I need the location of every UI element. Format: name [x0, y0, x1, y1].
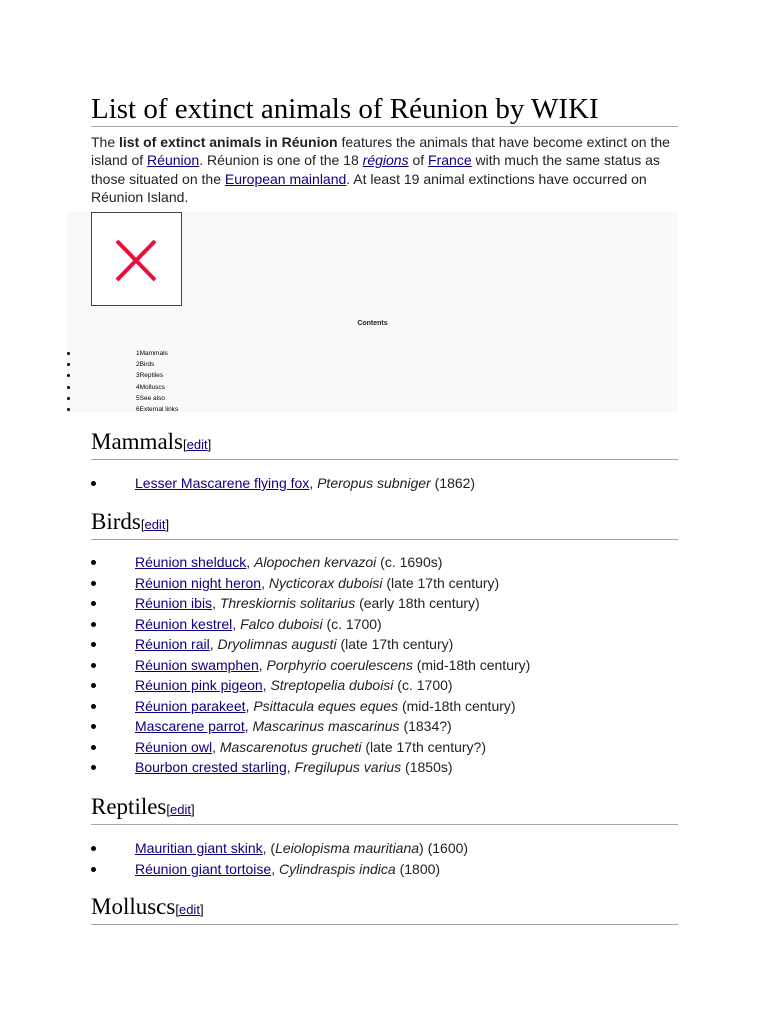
extinction-date: (late 17th century?)	[361, 738, 486, 755]
intro-text: The	[91, 134, 120, 150]
list-item: Réunion giant tortoise, Cylindraspis indica (1800)	[91, 859, 678, 880]
list-item: Réunion parakeet, Psittacula eques eques (mid-18th century)	[91, 696, 678, 717]
intro-text: . At least 19 animal extinctions have occurred on Réunion Island.	[91, 170, 647, 205]
extinction-date: (c. 1690s)	[376, 554, 443, 570]
bullet-icon	[91, 745, 96, 750]
species-link[interactable]: Réunion parakeet	[135, 697, 246, 714]
bullet-icon	[91, 560, 96, 565]
extinction-date: (late 17th century)	[336, 636, 454, 652]
toc-item-label: 6External links	[136, 405, 179, 413]
link-regions[interactable]: régions	[362, 152, 409, 169]
list-item: Bourbon crested starling, Fregilupus varius (1850s)	[91, 757, 678, 778]
species-link[interactable]: Mascarene parrot	[135, 718, 245, 734]
scientific-name: Cylindraspis indica	[278, 860, 396, 877]
section-heading-molluscs	[91, 893, 678, 925]
toc-item-label: 5See also	[136, 394, 165, 402]
species-link[interactable]: Réunion ibis	[135, 595, 213, 611]
intro-bold: list of extinct animals in Réunion	[119, 134, 338, 150]
toc-item-label: 2Birds	[136, 361, 155, 369]
section-heading-birds	[91, 508, 678, 540]
scientific-name: Mascarinus mascarinus	[252, 718, 400, 734]
extinction-date: (mid-18th century)	[412, 656, 531, 673]
bullet-icon	[67, 363, 70, 366]
species-link[interactable]: Bourbon crested starling	[135, 759, 287, 775]
section-heading-reptiles	[91, 793, 678, 825]
edit-link[interactable]: edit	[186, 437, 208, 452]
edit-link[interactable]: edit	[144, 517, 166, 532]
edit-link[interactable]: edit	[170, 802, 191, 817]
scientific-name: Mascarenotus grucheti	[219, 738, 362, 755]
list-item: Réunion night heron, Nycticorax duboisi (late 17th century)	[91, 573, 678, 594]
scientific-name: Nycticorax duboisi	[268, 574, 383, 591]
list-item: Réunion swamphen, Porphyrio coerulescens (mid-18th century)	[91, 655, 678, 676]
page-title: List of extinct animals of Réunion by WIKI	[91, 92, 678, 127]
bullet-icon	[67, 397, 70, 400]
list-item: Réunion rail, Dryolimnas augusti (late 17th century)	[91, 634, 678, 655]
bullet-icon	[91, 622, 96, 627]
intro-text: with much the same status as those situated on the	[91, 152, 660, 187]
scientific-name: Fregilupus varius	[294, 759, 402, 775]
scientific-name: Leiolopisma mauritiana	[275, 840, 420, 856]
species-link[interactable]: Mauritian giant skink	[135, 840, 263, 856]
link-reunion[interactable]: Réunion	[147, 152, 200, 169]
extinction-date: (1800)	[395, 860, 441, 877]
toc-item-label: 1Mammals	[136, 350, 168, 357]
list-item: Réunion pink pigeon, Streptopelia duboisi (c. 1700)	[91, 675, 678, 696]
extinction-date: (1862)	[430, 475, 476, 491]
species-link[interactable]: Réunion shelduck	[135, 554, 247, 570]
species-link[interactable]: Réunion giant tortoise	[135, 860, 272, 877]
edit-link[interactable]: edit	[178, 902, 200, 917]
scientific-name: Porphyrio coerulescens	[266, 656, 413, 673]
bullet-icon	[67, 352, 70, 355]
bullet-icon	[67, 386, 70, 389]
species-link[interactable]: Réunion owl	[135, 738, 213, 755]
list-item: Réunion owl, Mascarenotus grucheti (late 17th century?)	[91, 737, 678, 758]
edit-section: [edit]	[140, 517, 170, 532]
extinction-date: ) (1600)	[419, 840, 469, 856]
bullet-icon	[91, 581, 96, 586]
bullet-icon	[91, 765, 96, 770]
extinction-date: (1834?)	[399, 718, 452, 734]
scientific-name: Falco duboisi	[240, 615, 323, 632]
bullet-icon	[91, 642, 96, 647]
link-european-mainland[interactable]: European mainland	[224, 170, 347, 187]
bullet-icon	[91, 724, 96, 729]
species-link[interactable]: Réunion rail	[135, 636, 210, 652]
intro-text: of	[408, 152, 429, 169]
mammals-list	[91, 473, 678, 494]
punctuation: , (	[262, 840, 276, 856]
bullet-icon	[67, 408, 70, 411]
intro-paragraph	[91, 133, 681, 206]
extinction-date: (c. 1700)	[393, 677, 453, 693]
bullet-icon	[91, 663, 96, 668]
scientific-name: Pteropus subniger	[317, 475, 431, 491]
bullet-icon	[91, 481, 96, 486]
table-of-contents	[67, 212, 678, 412]
list-item: Réunion ibis, Threskiornis solitarius (early 18th century)	[91, 593, 678, 614]
scientific-name: Alopochen kervazoi	[254, 554, 377, 570]
intro-text: . Réunion is one of the 18	[199, 152, 363, 169]
species-link[interactable]: Lesser Mascarene flying fox	[135, 475, 310, 491]
species-link[interactable]: Réunion night heron	[135, 574, 262, 591]
extinction-date: (mid-18th century)	[398, 697, 516, 714]
toc-item-label: 4Molluscs	[136, 383, 165, 391]
bullet-icon	[67, 374, 70, 377]
section-title: Reptiles	[91, 794, 167, 819]
bullet-icon	[91, 683, 96, 688]
list-item: Mascarene parrot, Mascarinus mascarinus (1834?)	[91, 716, 678, 737]
edit-section: [edit]	[183, 437, 212, 452]
list-item: Lesser Mascarene flying fox, Pteropus subniger (1862)	[91, 473, 678, 494]
species-link[interactable]: Réunion kestrel	[135, 615, 233, 632]
edit-section: [edit]	[175, 902, 204, 917]
scientific-name: Psittacula eques eques	[253, 697, 399, 714]
section-title: Mammals	[91, 429, 183, 454]
list-item	[91, 838, 678, 859]
reptiles-list	[91, 838, 678, 879]
edit-section: [edit]	[166, 802, 195, 817]
scientific-name: Threskiornis solitarius	[219, 595, 356, 611]
birds-list	[91, 552, 678, 778]
extinction-date: (c. 1700)	[322, 615, 382, 632]
extinction-date: (1850s)	[401, 759, 453, 775]
link-france[interactable]: France	[428, 152, 472, 169]
toc-item-label: 3Reptiles	[136, 372, 164, 380]
list-item: Réunion shelduck, Alopochen kervazoi (c. 1690s)	[91, 552, 678, 573]
close-x-icon	[92, 213, 181, 305]
broken-image-icon	[91, 212, 182, 306]
section-heading-mammals	[91, 428, 678, 460]
bullet-icon	[91, 867, 96, 872]
scientific-name: Streptopelia duboisi	[270, 677, 394, 693]
section-title: Birds	[91, 509, 141, 534]
species-link[interactable]: Réunion swamphen	[135, 656, 259, 673]
extinction-date: (early 18th century)	[355, 595, 480, 611]
bullet-icon	[91, 704, 96, 709]
extinction-date: (late 17th century)	[382, 574, 500, 591]
bullet-icon	[91, 846, 96, 851]
list-item: Réunion kestrel, Falco duboisi (c. 1700)	[91, 614, 678, 635]
section-title: Molluscs	[91, 894, 176, 919]
intro-text: features the animals that have become extinct on the island of	[91, 134, 670, 169]
scientific-name: Dryolimnas augusti	[217, 636, 337, 652]
toc-title: Contents	[357, 320, 388, 327]
bullet-icon	[91, 601, 96, 606]
species-link[interactable]: Réunion pink pigeon	[135, 677, 263, 693]
